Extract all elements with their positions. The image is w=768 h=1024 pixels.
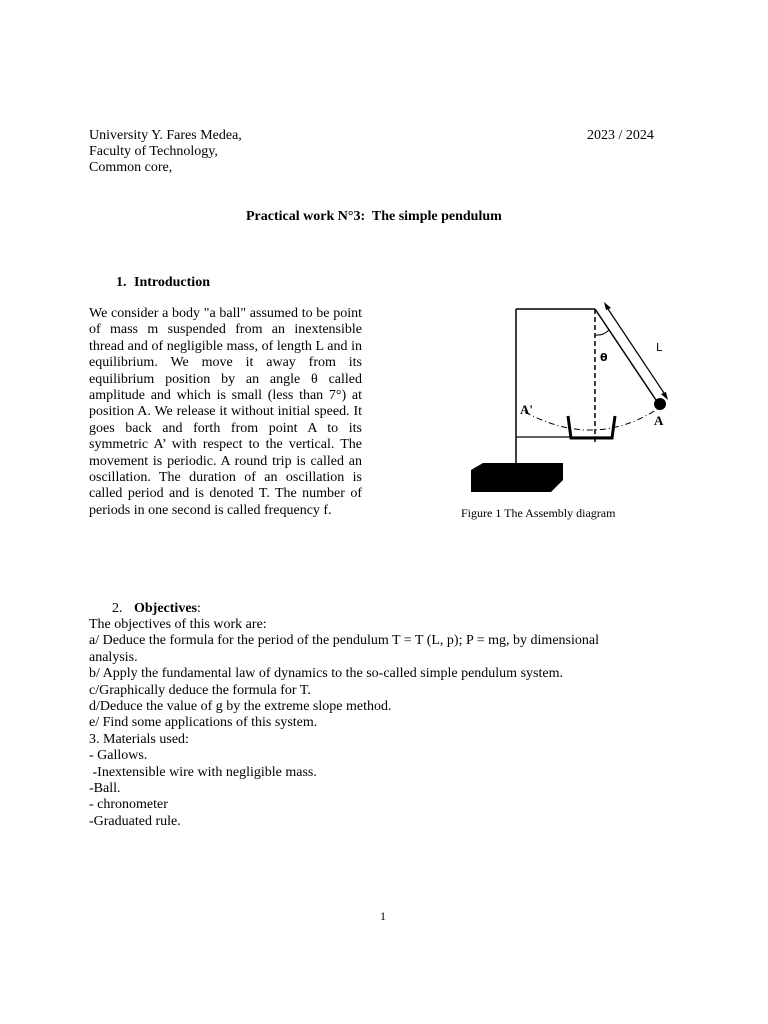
page-number: 1 <box>380 909 386 923</box>
document-title: Practical work N°3: The simple pendulum <box>246 209 502 224</box>
academic-year: 2023 / 2024 <box>587 128 654 143</box>
objectives-heading-wrap <box>134 601 201 618</box>
figure-caption: Figure 1 The Assembly diagram <box>461 506 616 520</box>
objective-item: a/ Deduce the formula for the period of the pendulum T = T (L, p); P = mg, by dimensional <box>89 633 599 649</box>
intro-paragraph-text: We consider a body "a ball" assumed to be point of mass m suspended from an inextensible thread and of negligible mass, of length L and in equilibrium. We move it away from its equilibrium position by an angle θ called amplitude and which is small (less than 7°) at position A. We release it without initial speed. It goes back and forth from point A to its symmetric A’ with respect to the vertical. The movement is periodic. A round trip is called an oscillation. The duration of an oscillation is called period and is denoted T. The number of periods in one second is called frequency f. <box>89 306 362 518</box>
intro-paragraph <box>89 306 362 519</box>
objectives-list <box>89 617 599 830</box>
materials-heading: 3. Materials used: <box>89 731 189 747</box>
program-name: Common core, <box>89 160 173 175</box>
material-item: -Ball. <box>89 781 121 797</box>
ball <box>654 398 666 410</box>
label-point-a-prime: A' <box>520 402 533 417</box>
university-name: University Y. Fares Medea, <box>89 128 242 143</box>
objectives-section-number: 2. <box>112 601 123 616</box>
length-arrow-head-top <box>604 302 611 310</box>
objectives-heading-colon: : <box>196 601 201 616</box>
label-theta: θ <box>600 351 608 364</box>
material-item: -Graduated rule. <box>89 813 181 829</box>
objective-item: c/Graphically deduce the formula for T. <box>89 682 311 698</box>
intro-section-number: 1. <box>116 275 127 290</box>
material-item: -Inextensible wire with negligible mass. <box>89 764 317 780</box>
objectives-heading: Objectives <box>134 601 197 616</box>
label-length: L <box>656 341 663 354</box>
measurement-cup <box>568 416 615 438</box>
stand-base <box>471 463 563 492</box>
objective-item: b/ Apply the fundamental law of dynamics to the so-called simple pendulum system. <box>89 666 563 682</box>
material-item: - Gallows. <box>89 748 148 764</box>
material-item: - chronometer <box>89 797 168 813</box>
intro-heading: Introduction <box>134 275 210 290</box>
objectives-intro: The objectives of this work are: <box>89 617 267 632</box>
angle-arc <box>595 330 609 335</box>
label-point-a: A <box>654 413 664 428</box>
faculty-name: Faculty of Technology, <box>89 144 218 159</box>
objective-item: e/ Find some applications of this system. <box>89 715 318 731</box>
objective-item: d/Deduce the value of g by the extreme slope method. <box>89 699 392 715</box>
objective-item: analysis. <box>89 649 138 665</box>
trajectory-arc <box>525 408 659 430</box>
pendulum-diagram <box>455 300 670 500</box>
